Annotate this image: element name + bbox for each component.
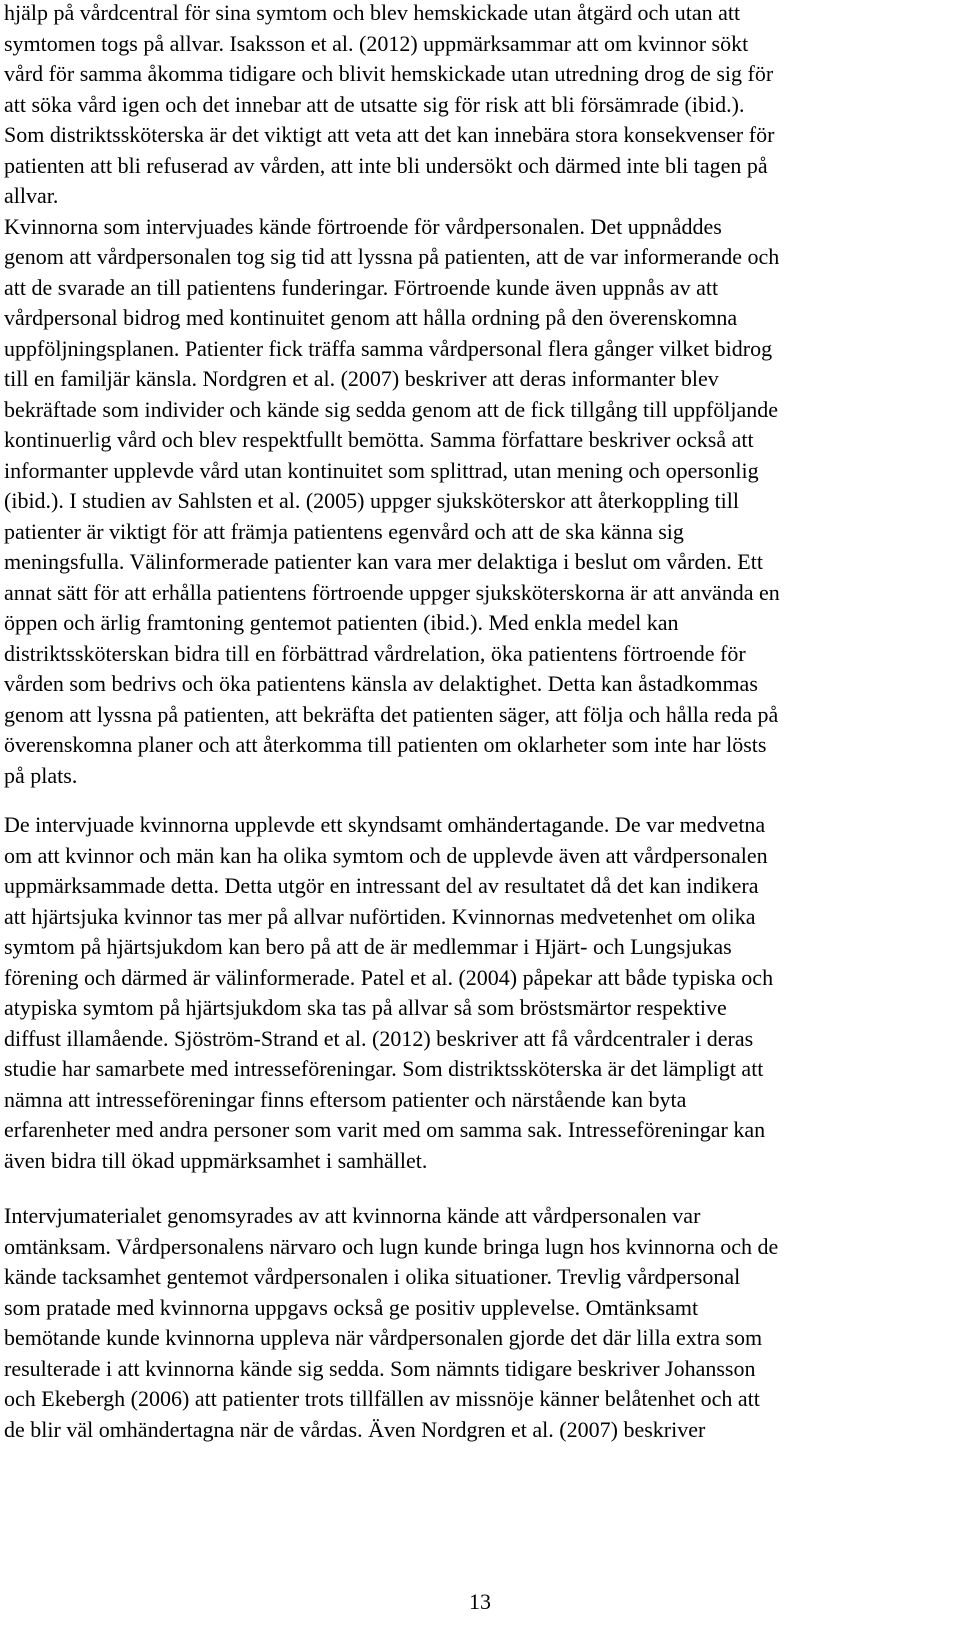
paragraph-caring-staff: Intervjumaterialet genomsyrades av att kvinnorna kände att vårdpersonalen var omtänksam. Vårdpersonalens närvaro och lugn kunde bringa lugn hos kvinnorna och de kände tacksamhet gentemot vårdpersonalen i olika situationer. Trevlig vårdpersonal som pratade med kvinnorna uppgavs också ge positiv upplevelse. Omtänksamt bemötande kunde kvinnorna uppleva när vårdpersonalen gjorde det där lilla extra som resulterade i att kvinnorna kände sig sedda. Som nämnts tidigare beskriver Johansson och Ekebergh (2006) att patienter trots tillfällen av missnöje känner belåtenhet och att de blir väl omhändertagna när de vårdas. Även Nordgren et al. (2007) beskriver xyxy=(4,1203,779,1442)
paragraph-prompt-care: De intervjuade kvinnorna upplevde ett skyndsamt omhändertagande. De var medvetna om att kvinnor och män kan ha olika symtom och de upplevde även att vårdpersonalen uppmärksammade detta. Detta utgör en intressant del av resultatet då det kan indikera att hjärtsjuka kvinnor tas mer på allvar nuförtiden. Kvinnornas medvetenhet om olika symtom på hjärtsjukdom kan bero på att de är medlemmar i Hjärt- och Lungsjukas förening och därmed är välinformerade. Patel et al. (2004) påpekar att både typiska och atypiska symtom på hjärtsjukdom ska tas på allvar så som bröstsmärtor respektive diffust illamående. Sjöström-Strand et al. (2012) beskriver att få vårdcentraler i deras studie har samarbete med intresseföreningar. Som distriktssköterska är det lämpligt att nämna att intresseföreningar finns eftersom patienter och närstående kan byta erfarenheter med andra personer som varit med om samma sak. Intresseföreningar kan även bidra till ökad uppmärksamhet i samhället. xyxy=(4,812,774,1173)
page-number: 13 xyxy=(469,1589,491,1614)
paragraph-trust-and-continuity: hjälp på vårdcentral för sina symtom och blev hemskickade utan åtgärd och utan att symtomen togs på allvar. Isaksson et al. (2012) uppmärksammar att om kvinnor sökt vård för samma åkomma tidigare och blivit hemskickade utan utredning drog de sig för att söka vård igen och det innebar att de utsatte sig för risk att bli försämrade (ibid.). Som distriktssköterska är det viktigt att veta att det kan innebära stora konsekvenser för patienten att bli refuserad av vården, att inte bli undersökt och därmed inte bli tagen på allvar. Kvinnorna som intervjuades kände förtroende för vårdpersonalen. Det uppnåddes genom att vårdpersonalen tog sig tid att lyssna på patienten, att de var informerande och att de svarade an till patientens funderingar. Förtroende kunde även uppnås av att vårdpersonal bidrog med kontinuitet genom att hålla ordning på den överenskomna uppföljningsplanen. Patienter fick träffa samma vårdpersonal flera gånger vilket bidrog till en familjär känsla. Nordgren et al. (2007) beskriver att deras informanter blev bekräftade som individer och kände sig sedda genom att de fick tillgång till uppföljande kontinuerlig vård och blev respektfullt bemötta. Samma författare beskriver också att informanter upplevde vård utan kontinuitet som splittrad, utan mening och opersonlig (ibid.). I studien av Sahlsten et al. (2005) uppger sjuksköterskor att återkoppling till patienter är viktigt för att främja patientens egenvård och att de ska känna sig meningsfulla. Välinformerade patienter kan vara mer delaktiga i beslut om vården. Ett annat sätt för att erhålla patientens förtroende uppger sjuksköterskorna är att använda en öppen och ärlig framtoning gentemot patienten (ibid.). Med enkla medel kan distriktssköterskan bidra till en förbättrad vårdrelation, öka patientens förtroende för vården som bedrivs och öka patientens känsla av delaktighet. Detta kan åstadkommas genom att lyssna på patienten, att bekräfta det patienten säger, att följa och hålla reda på överenskomna planer och att återkomma till patienten om oklarheter som inte har lösts på plats. xyxy=(4,0,780,788)
